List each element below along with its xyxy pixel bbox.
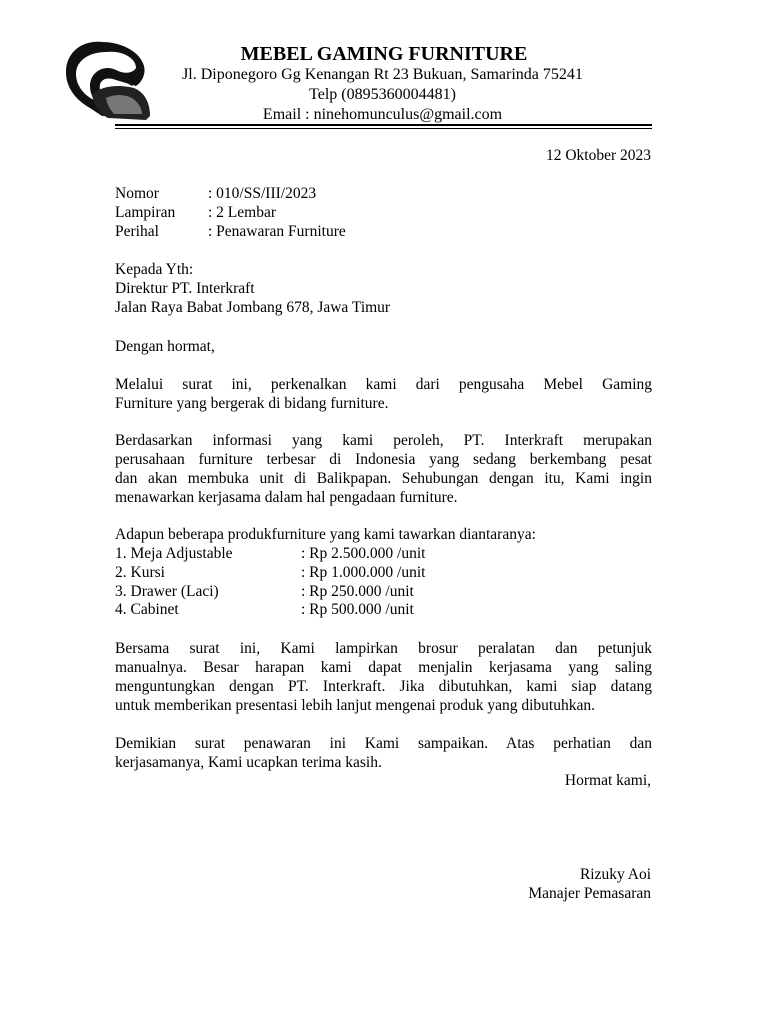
paragraph-line: manualnya. Besar harapan kami dapat menjalin kerjasama yang saling xyxy=(115,659,652,676)
meta-label-nomor: Nomor xyxy=(115,185,159,202)
company-phone: Telp (0895360004481) xyxy=(309,86,456,103)
product-price: : Rp 500.000 /unit xyxy=(301,601,414,618)
paragraph-line: Berdasarkan informasi yang kami peroleh, PT. Interkraft merupakan xyxy=(115,432,652,449)
recipient-name: Direktur PT. Interkraft xyxy=(115,280,255,297)
recipient-greeting: Kepada Yth: xyxy=(115,261,194,278)
paragraph-line: Furniture yang bergerak di bidang furniture. xyxy=(115,395,389,412)
company-name: MEBEL GAMING FURNITURE xyxy=(240,43,528,65)
paragraph-line: perusahaan furniture terbesar di Indonesia yang sedang berkembang pesat xyxy=(115,451,652,468)
company-email: Email : ninehomunculus@gmail.com xyxy=(262,106,503,123)
meta-label-lampiran: Lampiran xyxy=(115,204,176,221)
paragraph-line: Bersama surat ini, Kami lampirkan brosur peralatan dan petunjuk xyxy=(115,640,652,657)
paragraph-line: kerjasamanya, Kami ucapkan terima kasih. xyxy=(115,754,382,771)
recipient-address: Jalan Raya Babat Jombang 678, Jawa Timur xyxy=(115,299,391,316)
meta-value-nomor: : 010/SS/III/2023 xyxy=(208,185,317,202)
header-divider-thick xyxy=(115,124,652,126)
meta-value-perihal: : Penawaran Furniture xyxy=(208,223,346,240)
paragraph-line: Demikian surat penawaran ini Kami sampaikan. Atas perhatian dan xyxy=(115,735,652,752)
salutation: Dengan hormat, xyxy=(115,338,215,355)
product-name: 1. Meja Adjustable xyxy=(115,545,233,562)
products-intro: Adapun beberapa produkfurniture yang kami tawarkan diantaranya: xyxy=(115,526,536,543)
product-price: : Rp 250.000 /unit xyxy=(301,583,414,600)
paragraph-line: dan akan membuka unit di Balikpapan. Sehubungan dengan itu, Kami ingin xyxy=(115,470,652,487)
paragraph-intro xyxy=(115,375,652,413)
product-price: : Rp 1.000.000 /unit xyxy=(301,564,426,581)
paragraph-line: Melalui surat ini, perkenalkan kami dari pengusaha Mebel Gaming xyxy=(115,376,652,393)
paragraph-closing xyxy=(115,734,652,772)
closing-phrase: Hormat kami, xyxy=(564,772,651,789)
meta-label-perihal: Perihal xyxy=(115,223,159,240)
paragraph-line: untuk memberikan presentasi lebih lanjut mengenai produk yang dibutuhkan. xyxy=(115,697,595,714)
product-name: 4. Cabinet xyxy=(115,601,179,618)
paragraph-attachment xyxy=(115,639,652,715)
paragraph-background xyxy=(115,431,652,507)
product-price: : Rp 2.500.000 /unit xyxy=(301,545,426,562)
product-name: 2. Kursi xyxy=(115,564,165,581)
meta-value-lampiran: : 2 Lembar xyxy=(208,204,277,221)
signer-title: Manajer Pemasaran xyxy=(528,885,651,902)
header-divider-thin xyxy=(115,128,652,129)
product-name: 3. Drawer (Laci) xyxy=(115,583,219,600)
company-address: Jl. Diponegoro Gg Kenangan Rt 23 Bukuan, Samarinda 75241 xyxy=(182,66,583,83)
paragraph-line: menguntungkan dengan PT. Interkraft. Jika dibutuhkan, kami siap datang xyxy=(115,678,652,695)
letter-date: 12 Oktober 2023 xyxy=(545,147,651,164)
paragraph-line: menawarkan kerjasama dalam hal pengadaan furniture. xyxy=(115,489,458,506)
signer-name: Rizuky Aoi xyxy=(579,866,651,883)
